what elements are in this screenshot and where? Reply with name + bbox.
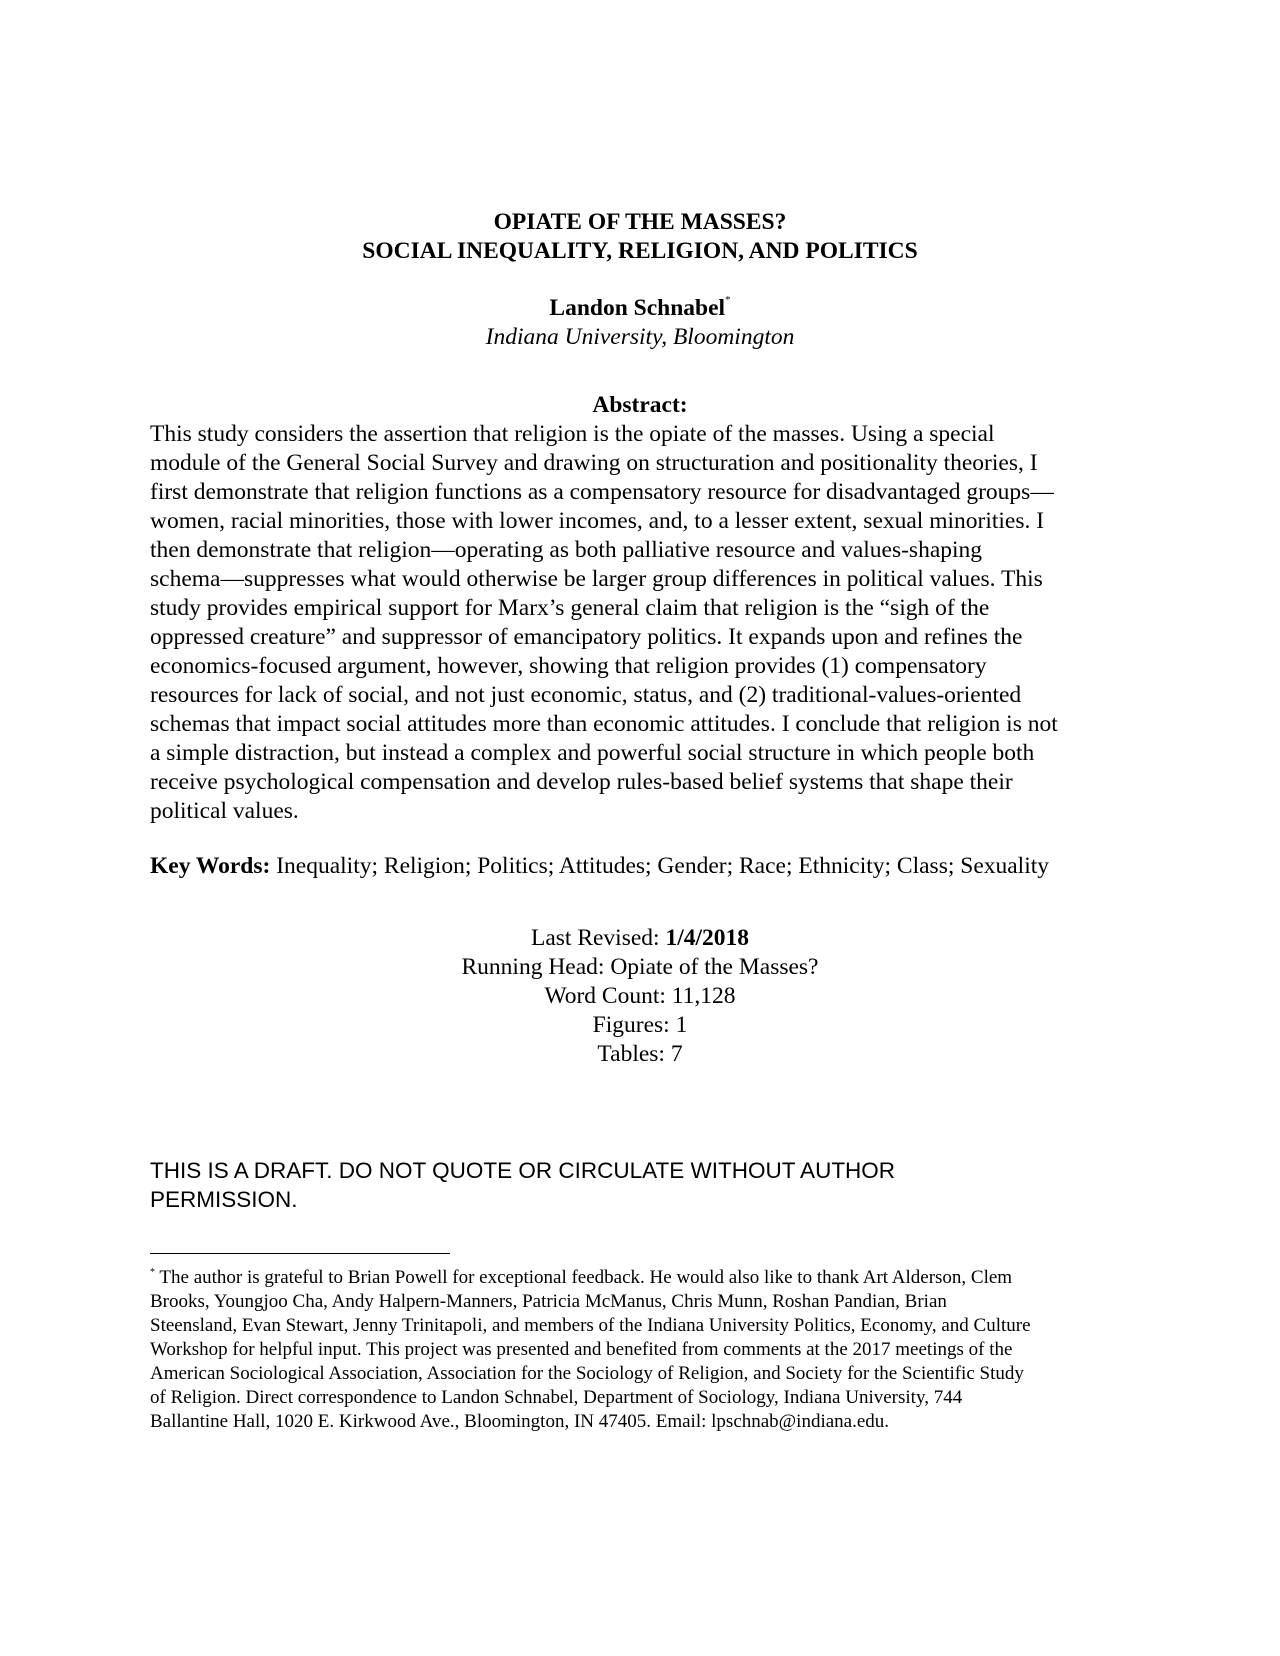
paper-title [0, 208, 1280, 266]
footnote-line [150, 1266, 1150, 1290]
abstract-line: oppressed creature” and suppressor of emancipatory politics. It expands upon and refines the [150, 624, 1023, 650]
draft-notice-line-2: PERMISSION. [150, 1187, 298, 1212]
abstract-line: resources for lack of social, and not just economic, status, and (2) traditional-values-oriented [150, 682, 1022, 708]
abstract-line: receive psychological compensation and develop rules-based belief systems that shape their [150, 769, 1013, 795]
abstract-line: This study considers the assertion that religion is the opiate of the masses. Using a special [150, 421, 995, 447]
draft-notice-line-1: THIS IS A DRAFT. DO NOT QUOTE OR CIRCULATE WITHOUT AUTHOR [150, 1158, 896, 1183]
abstract-line: economics-focused argument, however, showing that religion provides (1) compensatory [150, 653, 987, 679]
abstract-body [150, 420, 1140, 826]
footnote-line: of Religion. Direct correspondence to Landon Schnabel, Department of Sociology, Indiana University, 744 [150, 1387, 963, 1408]
abstract-line: schema—suppresses what would otherwise be larger group differences in political values. This [150, 566, 1043, 592]
abstract-line: study provides empirical support for Marx’s general claim that religion is the “sigh of the [150, 595, 990, 621]
figures-count: Figures: 1 [592, 1012, 688, 1038]
last-revised [0, 924, 1280, 953]
last-revised-value: 1/4/2018 [665, 925, 749, 951]
author-name: Landon Schnabel [549, 295, 726, 321]
title-line-1: OPIATE OF THE MASSES? [493, 209, 787, 235]
footnote-mark: * [150, 1267, 155, 1278]
tables-count: Tables: 7 [597, 1041, 683, 1067]
running-head: Running Head: Opiate of the Masses? [461, 954, 819, 980]
keywords-label: Key Words: [150, 853, 271, 879]
abstract-line: schemas that impact social attitudes more than economic attitudes. I conclude that religion is not [150, 711, 1058, 737]
abstract-line: women, racial minorities, those with lower incomes, and, to a lesser extent, sexual minorities. I [150, 508, 1045, 534]
footnote-line: Ballantine Hall, 1020 E. Kirkwood Ave., Bloomington, IN 47405. Email: lpschnab@indiana.edu. [150, 1411, 890, 1432]
abstract-heading: Abstract: [592, 392, 688, 418]
footnote-line: Steensland, Evan Stewart, Jenny Trinitapoli, and members of the Indiana University Politics, Economy, and Culture [150, 1315, 1031, 1336]
keywords [150, 852, 1150, 881]
footnote-line: Workshop for helpful input. This project was presented and benefited from comments at the 2017 meetings of the [150, 1339, 1013, 1360]
footnote-line-text: The author is grateful to Brian Powell for exceptional feedback. He would also like to thank Art Alderson, Clem [155, 1267, 1013, 1288]
last-revised-label: Last Revised: [530, 925, 666, 951]
footnote-line: Brooks, Youngjoo Cha, Andy Halpern-Manners, Patricia McManus, Chris Munn, Roshan Pandian, Brian [150, 1291, 947, 1312]
abstract-line: political values. [150, 798, 299, 824]
draft-notice [150, 1156, 1150, 1214]
footnote-divider [150, 1253, 450, 1254]
footnote-line: American Sociological Association, Association for the Sociology of Religion, and Society for the Scientific Study [150, 1363, 1024, 1384]
abstract-line: a simple distraction, but instead a complex and powerful social structure in which people both [150, 740, 1035, 766]
author-affiliation: Indiana University, Bloomington [485, 324, 795, 350]
footnote [150, 1266, 1150, 1434]
author-footnote-mark: * [725, 294, 731, 306]
title-line-2: SOCIAL INEQUALITY, RELIGION, AND POLITICS [362, 238, 918, 264]
abstract-line: then demonstrate that religion—operating as both palliative resource and values-shaping [150, 537, 983, 563]
document-meta [0, 924, 1280, 1069]
abstract-line: module of the General Social Survey and drawing on structuration and positionality theories, I [150, 450, 1038, 476]
keywords-value: Inequality; Religion; Politics; Attitudes; Gender; Race; Ethnicity; Class; Sexuality [270, 853, 1050, 879]
word-count: Word Count: 11,128 [544, 983, 736, 1009]
author-block [0, 294, 1280, 352]
abstract-line: first demonstrate that religion functions as a compensatory resource for disadvantaged groups— [150, 479, 1054, 505]
